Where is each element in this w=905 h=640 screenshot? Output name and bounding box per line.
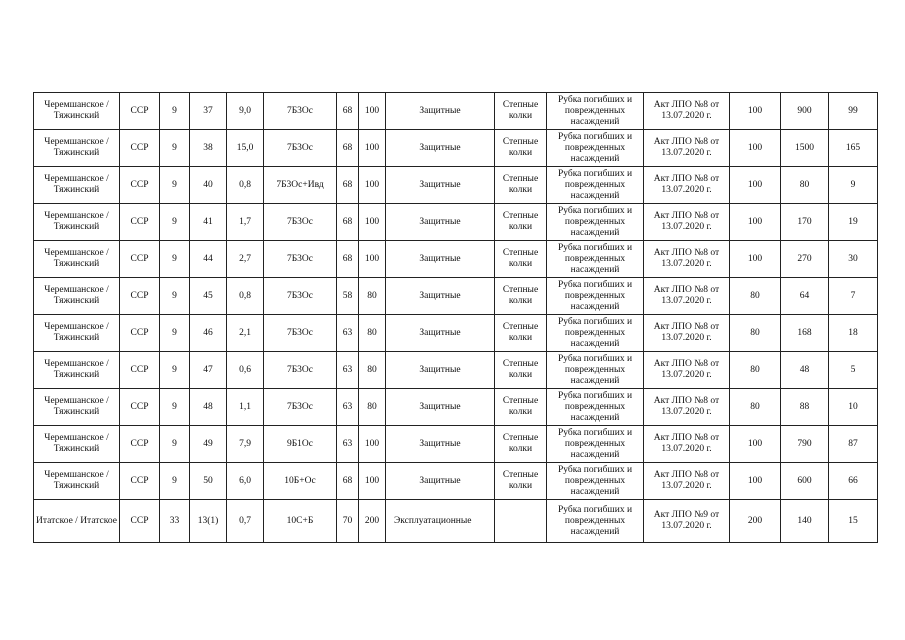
cell-value-1: 100 <box>730 204 781 241</box>
cell-section: 50 <box>190 463 227 500</box>
cell-quarter: 9 <box>160 315 190 352</box>
cell-cutting-type: Рубка погибших и поврежденных насаждений <box>547 167 644 204</box>
cell-unit: ССР <box>120 463 160 500</box>
cell-age: 68 <box>337 130 359 167</box>
cell-volume-per-ha: 100 <box>359 241 386 278</box>
cell-value-1: 100 <box>730 130 781 167</box>
cell-age: 68 <box>337 463 359 500</box>
cell-location: Черемшанское / Тяжинский <box>34 278 120 315</box>
cell-act: Акт ЛПО №8 от 13.07.2020 г. <box>644 315 730 352</box>
cell-land-type: Степные колки <box>495 463 547 500</box>
cell-value-3: 10 <box>829 389 878 426</box>
cell-composition: 7Б3Ос+Ивд <box>264 167 337 204</box>
cell-location: Черемшанское / Тяжинский <box>34 389 120 426</box>
cell-cutting-type: Рубка погибших и поврежденных насаждений <box>547 315 644 352</box>
cell-value-2: 168 <box>781 315 829 352</box>
cell-section: 40 <box>190 167 227 204</box>
cell-land-type: Степные колки <box>495 241 547 278</box>
cell-area: 7,9 <box>227 426 264 463</box>
cell-composition: 7Б3Ос <box>264 315 337 352</box>
cell-quarter: 9 <box>160 278 190 315</box>
cell-volume-per-ha: 80 <box>359 352 386 389</box>
cell-age: 63 <box>337 315 359 352</box>
cell-composition: 7Б3Ос <box>264 93 337 130</box>
cell-volume-per-ha: 200 <box>359 500 386 543</box>
cell-unit: ССР <box>120 241 160 278</box>
cell-act: Акт ЛПО №8 от 13.07.2020 г. <box>644 389 730 426</box>
cell-cutting-type: Рубка погибших и поврежденных насаждений <box>547 389 644 426</box>
cell-cutting-type: Рубка погибших и поврежденных насаждений <box>547 278 644 315</box>
cell-location: Черемшанское / Тяжинский <box>34 315 120 352</box>
cell-forest-category: Защитные <box>386 463 495 500</box>
cell-value-2: 170 <box>781 204 829 241</box>
cell-quarter: 9 <box>160 93 190 130</box>
cell-unit: ССР <box>120 315 160 352</box>
cell-age: 63 <box>337 389 359 426</box>
cell-composition: 7Б3Ос <box>264 130 337 167</box>
cell-value-1: 100 <box>730 463 781 500</box>
cell-forest-category: Защитные <box>386 167 495 204</box>
cell-section: 47 <box>190 352 227 389</box>
cell-section: 38 <box>190 130 227 167</box>
cell-area: 0,8 <box>227 278 264 315</box>
cell-volume-per-ha: 80 <box>359 315 386 352</box>
cell-composition: 10С+Б <box>264 500 337 543</box>
cell-unit: ССР <box>120 389 160 426</box>
table-row <box>34 500 878 543</box>
cell-volume-per-ha: 100 <box>359 130 386 167</box>
cell-age: 68 <box>337 241 359 278</box>
cell-unit: ССР <box>120 130 160 167</box>
cell-quarter: 9 <box>160 130 190 167</box>
cell-value-3: 66 <box>829 463 878 500</box>
cell-act: Акт ЛПО №8 от 13.07.2020 г. <box>644 204 730 241</box>
cell-location: Черемшанское / Тяжинский <box>34 426 120 463</box>
cell-location: Черемшанское / Тяжинский <box>34 463 120 500</box>
cell-value-1: 100 <box>730 93 781 130</box>
cell-section: 41 <box>190 204 227 241</box>
cell-volume-per-ha: 100 <box>359 167 386 204</box>
cell-value-2: 790 <box>781 426 829 463</box>
cell-volume-per-ha: 80 <box>359 389 386 426</box>
cell-land-type: Степные колки <box>495 352 547 389</box>
cell-land-type: Степные колки <box>495 93 547 130</box>
cell-composition: 7Б3Ос <box>264 278 337 315</box>
cell-location: Черемшанское / Тяжинский <box>34 352 120 389</box>
cell-quarter: 33 <box>160 500 190 543</box>
cell-cutting-type: Рубка погибших и поврежденных насаждений <box>547 93 644 130</box>
cell-age: 63 <box>337 426 359 463</box>
cell-quarter: 9 <box>160 204 190 241</box>
cell-section: 49 <box>190 426 227 463</box>
table-row <box>34 389 878 426</box>
cell-value-1: 100 <box>730 167 781 204</box>
table-row <box>34 463 878 500</box>
cell-location: Черемшанское / Тяжинский <box>34 130 120 167</box>
cell-volume-per-ha: 80 <box>359 278 386 315</box>
cell-value-3: 9 <box>829 167 878 204</box>
cell-act: Акт ЛПО №8 от 13.07.2020 г. <box>644 352 730 389</box>
cell-quarter: 9 <box>160 352 190 389</box>
cell-section: 13(1) <box>190 500 227 543</box>
cell-area: 9,0 <box>227 93 264 130</box>
cell-value-3: 7 <box>829 278 878 315</box>
table-row <box>34 352 878 389</box>
cell-land-type: Степные колки <box>495 204 547 241</box>
cell-composition: 7Б3Ос <box>264 204 337 241</box>
cell-act: Акт ЛПО №8 от 13.07.2020 г. <box>644 278 730 315</box>
cell-act: Акт ЛПО №8 от 13.07.2020 г. <box>644 241 730 278</box>
cell-act: Акт ЛПО №8 от 13.07.2020 г. <box>644 426 730 463</box>
cell-section: 46 <box>190 315 227 352</box>
cell-cutting-type: Рубка погибших и поврежденных насаждений <box>547 130 644 167</box>
cell-section: 45 <box>190 278 227 315</box>
cell-value-2: 900 <box>781 93 829 130</box>
cell-section: 37 <box>190 93 227 130</box>
cell-forest-category: Защитные <box>386 204 495 241</box>
cell-value-1: 80 <box>730 278 781 315</box>
cell-quarter: 9 <box>160 389 190 426</box>
cell-age: 68 <box>337 204 359 241</box>
cell-forest-category: Защитные <box>386 315 495 352</box>
cell-value-3: 87 <box>829 426 878 463</box>
cell-unit: ССР <box>120 204 160 241</box>
cell-age: 63 <box>337 352 359 389</box>
cell-area: 0,8 <box>227 167 264 204</box>
cell-land-type <box>495 500 547 543</box>
cell-age: 68 <box>337 93 359 130</box>
table-row <box>34 241 878 278</box>
cell-location: Черемшанское / Тяжинский <box>34 167 120 204</box>
cell-forest-category: Защитные <box>386 278 495 315</box>
cell-age: 58 <box>337 278 359 315</box>
cell-forest-category: Защитные <box>386 352 495 389</box>
cell-quarter: 9 <box>160 463 190 500</box>
cell-value-2: 1500 <box>781 130 829 167</box>
cell-area: 15,0 <box>227 130 264 167</box>
cell-section: 48 <box>190 389 227 426</box>
cell-area: 2,1 <box>227 315 264 352</box>
cell-volume-per-ha: 100 <box>359 463 386 500</box>
cell-volume-per-ha: 100 <box>359 93 386 130</box>
cell-area: 6,0 <box>227 463 264 500</box>
cell-cutting-type: Рубка погибших и поврежденных насаждений <box>547 500 644 543</box>
cell-quarter: 9 <box>160 426 190 463</box>
cell-composition: 7Б3Ос <box>264 389 337 426</box>
cell-value-3: 19 <box>829 204 878 241</box>
cell-location: Черемшанское / Тяжинский <box>34 241 120 278</box>
cell-value-3: 5 <box>829 352 878 389</box>
cell-forest-category: Защитные <box>386 130 495 167</box>
cell-value-1: 200 <box>730 500 781 543</box>
cell-age: 70 <box>337 500 359 543</box>
table-row <box>34 426 878 463</box>
cell-value-2: 140 <box>781 500 829 543</box>
forest-cutting-table <box>33 92 878 543</box>
cell-composition: 10Б+Ос <box>264 463 337 500</box>
cell-unit: ССР <box>120 93 160 130</box>
cell-area: 1,7 <box>227 204 264 241</box>
cell-value-3: 18 <box>829 315 878 352</box>
cell-value-2: 80 <box>781 167 829 204</box>
cell-quarter: 9 <box>160 167 190 204</box>
cell-act: Акт ЛПО №9 от 13.07.2020 г. <box>644 500 730 543</box>
cell-location: Черемшанское / Тяжинский <box>34 93 120 130</box>
cell-cutting-type: Рубка погибших и поврежденных насаждений <box>547 241 644 278</box>
table-row <box>34 315 878 352</box>
cell-composition: 9Б1Ос <box>264 426 337 463</box>
cell-cutting-type: Рубка погибших и поврежденных насаждений <box>547 352 644 389</box>
cell-act: Акт ЛПО №8 от 13.07.2020 г. <box>644 463 730 500</box>
cell-land-type: Степные колки <box>495 315 547 352</box>
cell-location: Черемшанское / Тяжинский <box>34 204 120 241</box>
cell-cutting-type: Рубка погибших и поврежденных насаждений <box>547 463 644 500</box>
cell-composition: 7Б3Ос <box>264 352 337 389</box>
cell-land-type: Степные колки <box>495 130 547 167</box>
cell-unit: ССР <box>120 278 160 315</box>
table-row <box>34 93 878 130</box>
cell-value-3: 165 <box>829 130 878 167</box>
cell-area: 1,1 <box>227 389 264 426</box>
cell-unit: ССР <box>120 167 160 204</box>
cell-act: Акт ЛПО №8 от 13.07.2020 г. <box>644 93 730 130</box>
table-row <box>34 167 878 204</box>
cell-land-type: Степные колки <box>495 167 547 204</box>
cell-volume-per-ha: 100 <box>359 426 386 463</box>
cell-value-2: 88 <box>781 389 829 426</box>
cell-land-type: Степные колки <box>495 278 547 315</box>
cell-value-2: 64 <box>781 278 829 315</box>
cell-act: Акт ЛПО №8 от 13.07.2020 г. <box>644 167 730 204</box>
cell-value-2: 600 <box>781 463 829 500</box>
table-row <box>34 278 878 315</box>
cell-land-type: Степные колки <box>495 389 547 426</box>
cell-forest-category: Защитные <box>386 389 495 426</box>
cell-forest-category: Эксплуатационные <box>386 500 495 543</box>
table-row <box>34 204 878 241</box>
cell-value-3: 99 <box>829 93 878 130</box>
cell-area: 2,7 <box>227 241 264 278</box>
cell-composition: 7Б3Ос <box>264 241 337 278</box>
cell-value-1: 80 <box>730 352 781 389</box>
cell-value-3: 15 <box>829 500 878 543</box>
cell-forest-category: Защитные <box>386 93 495 130</box>
cell-location: Итатское / Итатское <box>34 500 120 543</box>
cell-unit: ССР <box>120 426 160 463</box>
cell-value-1: 80 <box>730 315 781 352</box>
cell-forest-category: Защитные <box>386 426 495 463</box>
cell-value-3: 30 <box>829 241 878 278</box>
cell-section: 44 <box>190 241 227 278</box>
cell-cutting-type: Рубка погибших и поврежденных насаждений <box>547 426 644 463</box>
cell-value-2: 270 <box>781 241 829 278</box>
cell-act: Акт ЛПО №8 от 13.07.2020 г. <box>644 130 730 167</box>
cell-area: 0,7 <box>227 500 264 543</box>
cell-quarter: 9 <box>160 241 190 278</box>
cell-age: 68 <box>337 167 359 204</box>
cell-cutting-type: Рубка погибших и поврежденных насаждений <box>547 204 644 241</box>
cell-forest-category: Защитные <box>386 241 495 278</box>
cell-volume-per-ha: 100 <box>359 204 386 241</box>
cell-value-1: 100 <box>730 241 781 278</box>
cell-unit: ССР <box>120 500 160 543</box>
cell-area: 0,6 <box>227 352 264 389</box>
cell-unit: ССР <box>120 352 160 389</box>
table-row <box>34 130 878 167</box>
cell-value-2: 48 <box>781 352 829 389</box>
cell-land-type: Степные колки <box>495 426 547 463</box>
cell-value-1: 80 <box>730 389 781 426</box>
cell-value-1: 100 <box>730 426 781 463</box>
